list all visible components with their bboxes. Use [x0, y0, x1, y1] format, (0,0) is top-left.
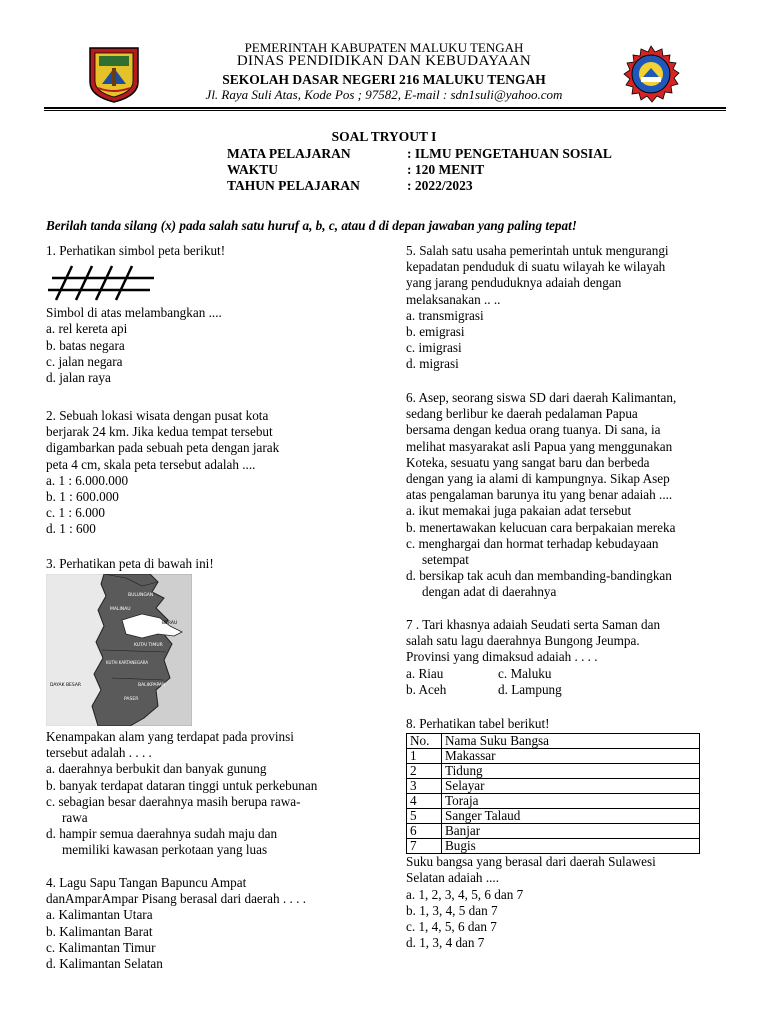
q6-option-d-cont: dengan adat di daerahnya	[422, 584, 557, 600]
q5-stem-line: kepadatan penduduk di suatu wilayah ke wilayah	[406, 259, 666, 275]
table-header-cell: Nama Suku Bangsa	[442, 734, 700, 749]
q6-stem-line: Koteka, sesuatu yang sangat baru dan berbeda	[406, 454, 650, 470]
question-4	[46, 875, 386, 972]
q5-stem-line: melaksanakan .. ..	[406, 291, 501, 307]
map-label: PASER	[124, 697, 139, 703]
q2-option-c[interactable]: c. 1 : 6.000	[46, 505, 105, 521]
question-5	[406, 243, 736, 373]
map-label: DAYAK BESAR	[50, 683, 82, 689]
q3-option-a[interactable]: a. daerahnya berbukit dan banyak gunung	[46, 761, 267, 777]
q1-option-a[interactable]: a. rel kereta api	[46, 321, 128, 337]
table-cell: Selayar	[442, 779, 700, 794]
table-cell: Makassar	[442, 749, 700, 764]
q6-option-c[interactable]: c. menghargai dan hormat terhadap kebudayaan	[406, 535, 659, 551]
q7-option-a[interactable]: a. Riau	[406, 665, 444, 681]
table-cell: 6	[407, 824, 442, 839]
q6-stem-line: 6. Asep, seorang siswa SD dari daerah Kalimantan,	[406, 390, 677, 405]
q7-option-d[interactable]: d. Lampung	[498, 681, 562, 697]
question-3-options	[46, 729, 386, 859]
table-cell: 1	[407, 749, 442, 764]
map-label: BERAU	[162, 621, 178, 627]
q6-option-b[interactable]: b. menertawakan kelucuan cara berpakaian mereka	[406, 519, 676, 535]
q8-prompt-line: Suku bangsa yang berasal dari daerah Sulawesi	[406, 854, 656, 870]
q6-stem-line: sedang berlibur ke daerah pedalaman Papua	[406, 406, 638, 422]
q8-option-d[interactable]: d. 1, 3, 4 dan 7	[406, 935, 485, 951]
q4-stem-line: 4. Lagu Sapu Tangan Bapuncu Ampat	[46, 875, 247, 890]
table-header-row	[407, 734, 700, 749]
q3-option-d[interactable]: d. hampir semua daerahnya sudah maju dan	[46, 826, 278, 842]
q1-prompt: Simbol di atas melambangkan ....	[46, 305, 222, 321]
question-6	[406, 390, 736, 601]
table-cell: 3	[407, 779, 442, 794]
q5-stem-line: 5. Salah satu usaha pemerintah untuk mengurangi	[406, 243, 669, 258]
table-row	[407, 779, 700, 794]
table-cell: Banjar	[442, 824, 700, 839]
meta-time-value: : 120 MENIT	[407, 162, 485, 177]
q3-option-c-cont: rawa	[62, 810, 88, 826]
q2-option-a[interactable]: a. 1 : 6.000.000	[46, 472, 129, 488]
meta-time-label: WAKTU	[227, 162, 279, 177]
q4-option-a[interactable]: a. Kalimantan Utara	[46, 907, 153, 923]
header-government: PEMERINTAH KABUPATEN MALUKU TENGAH	[244, 40, 524, 55]
q6-stem-line: bersama dengan kedua orang tuanya. Di sana, ia	[406, 422, 661, 438]
header-address: Jl. Raya Suli Atas, Kode Pos ; 97582, E-mail : sdn1suli@yahoo.com	[205, 87, 563, 102]
table-row	[407, 839, 700, 854]
q3-stem: 3. Perhatikan peta di bawah ini!	[46, 556, 214, 571]
q6-option-c-cont: setempat	[422, 552, 469, 568]
q4-option-b[interactable]: b. Kalimantan Barat	[46, 923, 153, 939]
table-cell: 4	[407, 794, 442, 809]
question-7	[406, 617, 736, 698]
q3-prompt-line: Kenampakan alam yang terdapat pada provinsi	[46, 729, 294, 744]
table-cell: Sanger Talaud	[442, 809, 700, 824]
map-label: KUTAI KARTANEGARA	[106, 660, 149, 666]
q6-stem-line: atas pengalaman barunya itu yang benar adaiah ....	[406, 487, 673, 503]
q7-stem-line: Provinsi yang dimaksud adaiah . . . .	[406, 649, 598, 665]
map-label: KUTAI TIMUR	[134, 643, 163, 649]
q3-option-d-cont: memiliki kawasan perkotaan yang luas	[62, 842, 268, 858]
railway-symbol-icon	[46, 265, 156, 301]
q6-stem-line: melihat masyarakat asli Papua yang menggunakan	[406, 438, 673, 454]
q5-option-a[interactable]: a. transmigrasi	[406, 307, 484, 323]
q4-option-c[interactable]: c. Kalimantan Timur	[46, 939, 156, 955]
map-label: BULUNGAN	[128, 593, 154, 599]
table-header-cell: No.	[407, 734, 442, 749]
q2-stem-line: 2. Sebuah lokasi wisata dengan pusat kota	[46, 408, 269, 423]
q8-option-b[interactable]: b. 1, 3, 4, 5 dan 7	[406, 902, 498, 918]
q4-stem-line: danAmparAmpar Pisang berasal dari daerah . . . .	[46, 891, 306, 907]
q7-option-c[interactable]: c. Maluku	[498, 665, 552, 681]
meta-subject-label: MATA PELAJARAN	[227, 146, 351, 161]
q2-stem-line: berjarak 24 km. Jika kedua tempat tersebut	[46, 424, 273, 440]
q5-option-d[interactable]: d. migrasi	[406, 356, 459, 372]
q7-stem-line: 7 . Tari khasnya adaiah Seudati serta Saman dan	[406, 617, 661, 632]
table-cell: Bugis	[442, 839, 700, 854]
q3-option-b[interactable]: b. banyak terdapat dataran tinggi untuk perkebunan	[46, 777, 318, 793]
table-row	[407, 749, 700, 764]
table-cell: Tidung	[442, 764, 700, 779]
q3-prompt-line: tersebut adalah . . . .	[46, 745, 152, 761]
q7-option-b[interactable]: b. Aceh	[406, 681, 447, 697]
q1-option-b[interactable]: b. batas negara	[46, 337, 125, 353]
question-2	[46, 408, 386, 538]
table-cell: 7	[407, 839, 442, 854]
q5-option-c[interactable]: c. imigrasi	[406, 340, 462, 356]
q7-stem-line: salah satu lagu daerahnya Bungong Jeumpa.	[406, 633, 640, 649]
meta-subject-value: : ILMU PENGETAHUAN SOSIAL	[407, 146, 612, 161]
question-1	[46, 243, 386, 386]
map-label: BALIKPAPAN	[138, 683, 166, 689]
suku-table	[406, 733, 700, 854]
exam-title: SOAL TRYOUT I	[331, 129, 437, 144]
header-school: SEKOLAH DASAR NEGERI 216 MALUKU TENGAH	[222, 72, 546, 87]
q4-option-d[interactable]: d. Kalimantan Selatan	[46, 956, 163, 972]
q2-option-d[interactable]: d. 1 : 600	[46, 521, 96, 537]
q1-option-c[interactable]: c. jalan negara	[46, 353, 123, 369]
q1-stem: 1. Perhatikan simbol peta berikut!	[46, 243, 226, 258]
q8-option-a[interactable]: a. 1, 2, 3, 4, 5, 6 dan 7	[406, 886, 524, 902]
header-department: DINAS PENDIDIKAN DAN KEBUDAYAAN	[236, 53, 532, 69]
meta-year-label: TAHUN PELAJARAN	[227, 178, 360, 193]
q6-option-a[interactable]: a. ikut memakai juga pakaian adat tersebut	[406, 503, 632, 519]
q3-option-c[interactable]: c. sebagian besar daerahnya masih berupa rawa-	[46, 793, 301, 809]
q6-stem-line: dengan yang ia alami di kampungnya. Sikap Asep	[406, 471, 670, 487]
meta-year-value: : 2022/2023	[407, 178, 473, 193]
q5-stem-line: yang jarang penduduknya adaiah dengan	[406, 275, 622, 291]
q2-option-b[interactable]: b. 1 : 600.000	[46, 489, 119, 505]
table-cell: 5	[407, 809, 442, 824]
q2-stem-line: peta 4 cm, skala peta tersebut adalah ....	[46, 456, 256, 472]
header-divider	[44, 107, 726, 109]
q8-option-c[interactable]: c. 1, 4, 5, 6 dan 7	[406, 919, 497, 935]
table-cell: Toraja	[442, 794, 700, 809]
table-row	[407, 809, 700, 824]
table-row	[407, 824, 700, 839]
table-row	[407, 764, 700, 779]
q1-option-d[interactable]: d. jalan raya	[46, 370, 111, 386]
table-row	[407, 794, 700, 809]
question-3	[46, 556, 386, 726]
q5-option-b[interactable]: b. emigrasi	[406, 324, 465, 340]
q8-stem: 8. Perhatikan tabel berikut!	[406, 716, 550, 731]
question-8	[406, 716, 736, 951]
table-cell: 2	[407, 764, 442, 779]
instruction: Berilah tanda silang (x) pada salah satu huruf a, b, c, atau d di depan jawaban yang paling tepat!	[46, 218, 577, 233]
map-label: MALINAU	[110, 607, 131, 613]
q2-stem-line: digambarkan pada sebuah peta dengan jarak	[46, 440, 280, 456]
q8-prompt-line: Selatan adaiah ....	[406, 870, 500, 886]
header-divider-thin	[44, 110, 726, 111]
q6-option-d[interactable]: d. bersikap tak acuh dan membanding-bandingkan	[406, 568, 672, 584]
kalimantan-map	[46, 574, 192, 726]
